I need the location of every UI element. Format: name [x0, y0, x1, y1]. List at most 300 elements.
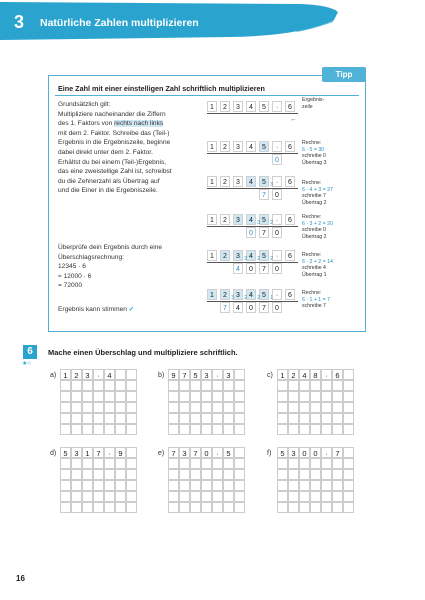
- grid-cell[interactable]: [190, 391, 201, 402]
- grid-cell[interactable]: [190, 491, 201, 502]
- chapter-title: Natürliche Zahlen multiplizieren: [40, 17, 199, 29]
- grid-cell[interactable]: [332, 458, 343, 469]
- grid-cell[interactable]: [168, 480, 179, 491]
- grid-cell[interactable]: [115, 413, 126, 424]
- grid-cell[interactable]: [126, 469, 137, 480]
- grid-cell[interactable]: [179, 458, 190, 469]
- grid-cell[interactable]: [343, 458, 354, 469]
- carry-digit: 3: [270, 182, 273, 188]
- grid-cell[interactable]: [190, 402, 201, 413]
- grid-cell[interactable]: [201, 491, 212, 502]
- note-line: Übertrag 3: [302, 159, 327, 166]
- grid-cell[interactable]: [212, 424, 223, 435]
- grid-cell[interactable]: [343, 391, 354, 402]
- grid-cell[interactable]: [104, 480, 115, 491]
- grid-cell[interactable]: [223, 413, 234, 424]
- paragraph-line: Multipliziere nacheinander die Ziffern: [58, 110, 166, 118]
- grid-cell[interactable]: [126, 380, 137, 391]
- note-line: schreibe 4: [302, 265, 326, 272]
- rule-paragraph: [58, 100, 172, 196]
- grid-cell[interactable]: [82, 402, 93, 413]
- paragraph-line: und die Einer in die Ergebniszeile.: [58, 187, 158, 195]
- grid-cell[interactable]: [332, 413, 343, 424]
- exercise-number: 6: [23, 345, 37, 359]
- grid-cell[interactable]: [277, 480, 288, 491]
- grid-cell[interactable]: [115, 380, 126, 391]
- grid-cell[interactable]: [277, 502, 288, 513]
- grid-cell[interactable]: [212, 402, 223, 413]
- grid-cell[interactable]: [60, 413, 71, 424]
- grid-cell[interactable]: [288, 391, 299, 402]
- grid-cell[interactable]: [299, 502, 310, 513]
- grid-cell[interactable]: [343, 480, 354, 491]
- grid-cell[interactable]: [299, 380, 310, 391]
- factor-digit: 6: [285, 250, 295, 261]
- grid-cell[interactable]: [310, 469, 321, 480]
- grid-cell[interactable]: [104, 502, 115, 513]
- grid-cell[interactable]: [168, 402, 179, 413]
- tip-badge: Tipp: [322, 67, 366, 82]
- grid-cell[interactable]: [343, 413, 354, 424]
- grid-cell[interactable]: [82, 380, 93, 391]
- answer-grid[interactable]: [168, 369, 245, 435]
- grid-cell[interactable]: [288, 402, 299, 413]
- carry-digit: 2: [257, 256, 260, 262]
- note-line: 6 · 2 + 2 = 14: [302, 258, 333, 265]
- grid-cell[interactable]: [234, 491, 245, 502]
- grid-cell[interactable]: [277, 391, 288, 402]
- note-line: Übertrag 2: [302, 233, 327, 240]
- grid-cell[interactable]: [321, 458, 332, 469]
- factor-digit: 2: [220, 214, 230, 225]
- grid-cell[interactable]: [126, 391, 137, 402]
- grid-cell[interactable]: [93, 469, 104, 480]
- grid-cell[interactable]: [321, 380, 332, 391]
- check-icon: ✓: [128, 306, 135, 313]
- result-digit: 0: [246, 227, 256, 238]
- grid-cell[interactable]: [71, 413, 82, 424]
- grid-cell[interactable]: [60, 491, 71, 502]
- grid-cell[interactable]: [126, 502, 137, 513]
- grid-cell[interactable]: [60, 469, 71, 480]
- grid-cell[interactable]: [168, 491, 179, 502]
- grid-cell[interactable]: [201, 402, 212, 413]
- result-digit: 0: [246, 263, 256, 274]
- chapter-number: 3: [14, 12, 25, 32]
- task-digit: ·: [321, 447, 332, 458]
- note-line: 6 · 4 + 3 = 27: [302, 186, 333, 193]
- grid-cell[interactable]: [179, 480, 190, 491]
- grid-cell[interactable]: [168, 391, 179, 402]
- grid-cell[interactable]: [299, 424, 310, 435]
- paragraph-line: Ergebnis in die Ergebniszeile, beginne: [58, 139, 171, 147]
- grid-cell[interactable]: [190, 480, 201, 491]
- factor-digit: 1: [207, 289, 217, 300]
- grid-cell[interactable]: [168, 469, 179, 480]
- grid-cell[interactable]: [234, 402, 245, 413]
- task-digit: ·: [212, 447, 223, 458]
- grid-cell[interactable]: [212, 380, 223, 391]
- step-note: [302, 97, 324, 110]
- grid-cell[interactable]: [104, 424, 115, 435]
- grid-cell[interactable]: [71, 491, 82, 502]
- grid-cell[interactable]: [299, 402, 310, 413]
- grid-cell[interactable]: [212, 480, 223, 491]
- note-line: schreibe 7: [302, 303, 326, 310]
- grid-cell[interactable]: [115, 402, 126, 413]
- grid-cell[interactable]: [223, 391, 234, 402]
- task-label: a): [50, 372, 57, 379]
- grid-cell[interactable]: [115, 458, 126, 469]
- grid-cell[interactable]: [234, 413, 245, 424]
- grid-cell[interactable]: [104, 402, 115, 413]
- note-line: 6 · 5 = 30: [302, 146, 325, 153]
- grid-cell[interactable]: [343, 380, 354, 391]
- grid-cell[interactable]: [82, 424, 93, 435]
- carry-digit: 1: [270, 295, 273, 301]
- grid-cell[interactable]: [310, 458, 321, 469]
- grid-cell[interactable]: [332, 391, 343, 402]
- grid-cell[interactable]: [168, 458, 179, 469]
- grid-cell[interactable]: [223, 469, 234, 480]
- grid-cell[interactable]: [321, 469, 332, 480]
- grid-cell[interactable]: [179, 413, 190, 424]
- grid-cell[interactable]: [299, 469, 310, 480]
- grid-cell[interactable]: [201, 424, 212, 435]
- grid-cell[interactable]: [223, 380, 234, 391]
- grid-cell[interactable]: [332, 424, 343, 435]
- grid-cell[interactable]: [190, 424, 201, 435]
- factor-digit: 2: [220, 101, 230, 112]
- grid-cell[interactable]: [277, 491, 288, 502]
- factor-digit: 4: [246, 141, 256, 152]
- answer-grid[interactable]: [277, 447, 354, 513]
- answer-grid[interactable]: [60, 369, 137, 435]
- grid-cell[interactable]: [168, 413, 179, 424]
- grid-cell[interactable]: [277, 402, 288, 413]
- grid-cell[interactable]: [288, 502, 299, 513]
- factor-digit: ·: [272, 176, 282, 187]
- task-digit: ·: [321, 369, 332, 380]
- grid-cell[interactable]: [343, 402, 354, 413]
- grid-cell[interactable]: [60, 480, 71, 491]
- grid-cell[interactable]: [223, 491, 234, 502]
- grid-cell[interactable]: [343, 424, 354, 435]
- result-digit: 0: [272, 302, 282, 313]
- grid-cell[interactable]: [115, 424, 126, 435]
- grid-cell[interactable]: [321, 402, 332, 413]
- grid-cell[interactable]: [60, 458, 71, 469]
- grid-cell[interactable]: [332, 380, 343, 391]
- grid-cell[interactable]: [299, 480, 310, 491]
- task-label: b): [158, 372, 165, 379]
- factor-digit: 4: [246, 289, 256, 300]
- grid-cell[interactable]: [115, 502, 126, 513]
- paragraph-line: dabei direkt unter dem 2. Faktor.: [58, 148, 153, 156]
- factor-digit: 1: [207, 250, 217, 261]
- grid-cell[interactable]: [93, 491, 104, 502]
- grid-cell[interactable]: [288, 469, 299, 480]
- grid-cell[interactable]: [310, 424, 321, 435]
- factor-digit: 5: [259, 101, 269, 112]
- task-label: c): [267, 372, 273, 379]
- factor-digit: 6: [285, 214, 295, 225]
- grid-cell[interactable]: [201, 391, 212, 402]
- grid-cell[interactable]: [223, 480, 234, 491]
- note-line: Rechne:: [302, 290, 322, 296]
- task-digit: 0: [299, 447, 310, 458]
- factor-digit: ·: [272, 101, 282, 112]
- grid-cell[interactable]: [190, 458, 201, 469]
- grid-cell[interactable]: [212, 458, 223, 469]
- grid-cell[interactable]: [93, 402, 104, 413]
- grid-cell[interactable]: [223, 458, 234, 469]
- grid-cell[interactable]: [82, 480, 93, 491]
- grid-cell[interactable]: [179, 402, 190, 413]
- tip-box-title: Eine Zahl mit einer einstelligen Zahl schriftlich multiplizieren: [58, 84, 265, 93]
- task-digit: 8: [310, 369, 321, 380]
- grid-cell[interactable]: [93, 424, 104, 435]
- grid-cell[interactable]: [60, 391, 71, 402]
- difficulty-stars-icon: ★☆: [22, 361, 31, 367]
- grid-cell[interactable]: [343, 469, 354, 480]
- grid-cell[interactable]: [104, 413, 115, 424]
- grid-cell[interactable]: [104, 491, 115, 502]
- result-digit: 0: [272, 227, 282, 238]
- grid-cell[interactable]: [126, 402, 137, 413]
- grid-cell[interactable]: [179, 380, 190, 391]
- grid-cell[interactable]: [299, 458, 310, 469]
- grid-cell[interactable]: [115, 391, 126, 402]
- grid-cell[interactable]: [179, 424, 190, 435]
- grid-cell[interactable]: [234, 380, 245, 391]
- result-digit: 0: [272, 154, 282, 165]
- grid-cell[interactable]: [277, 469, 288, 480]
- grid-cell[interactable]: [310, 402, 321, 413]
- grid-cell[interactable]: [82, 491, 93, 502]
- grid-cell[interactable]: [321, 502, 332, 513]
- paragraph-line: 12345 · 6: [58, 263, 86, 271]
- grid-cell[interactable]: [234, 480, 245, 491]
- grid-cell: [126, 369, 137, 380]
- step-note: [302, 252, 333, 278]
- grid-cell[interactable]: [277, 380, 288, 391]
- grid-cell[interactable]: [321, 413, 332, 424]
- grid-cell[interactable]: [299, 413, 310, 424]
- grid-cell[interactable]: [60, 502, 71, 513]
- task-digit: 2: [288, 369, 299, 380]
- note-line: schreibe 0: [302, 227, 326, 234]
- factor-digit: 6: [285, 101, 295, 112]
- task-digit: 3: [71, 447, 82, 458]
- chapter-banner: [0, 0, 425, 44]
- grid-cell[interactable]: [115, 491, 126, 502]
- grid-cell[interactable]: [168, 424, 179, 435]
- grid-cell[interactable]: [60, 402, 71, 413]
- note-line: Rechne:: [302, 140, 322, 146]
- grid-cell[interactable]: [212, 502, 223, 513]
- note-line: 6 · 1 + 1 = 7: [302, 296, 330, 303]
- grid-cell[interactable]: [71, 380, 82, 391]
- grid-cell[interactable]: [93, 380, 104, 391]
- factor-digit: 4: [246, 101, 256, 112]
- grid-cell[interactable]: [71, 502, 82, 513]
- grid-cell[interactable]: [212, 491, 223, 502]
- result-digit: 7: [259, 263, 269, 274]
- grid-cell[interactable]: [201, 458, 212, 469]
- task-digit: 1: [277, 369, 288, 380]
- grid-cell[interactable]: [277, 458, 288, 469]
- grid-cell[interactable]: [277, 424, 288, 435]
- grid-cell[interactable]: [71, 458, 82, 469]
- grid-cell[interactable]: [332, 469, 343, 480]
- factor-digit: 5: [259, 141, 269, 152]
- grid-cell[interactable]: [223, 402, 234, 413]
- grid-cell[interactable]: [126, 424, 137, 435]
- paragraph-line: Erhältst du bei einem (Teil-)Ergebnis,: [58, 158, 167, 166]
- grid-cell[interactable]: [343, 491, 354, 502]
- grid-cell[interactable]: [104, 469, 115, 480]
- grid-cell[interactable]: [332, 402, 343, 413]
- grid-cell[interactable]: [310, 502, 321, 513]
- grid-cell[interactable]: [310, 380, 321, 391]
- grid-cell[interactable]: [234, 424, 245, 435]
- paragraph-line: das eine zweistellige Zahl ist, schreibst: [58, 168, 172, 176]
- note-line: Rechne:: [302, 214, 322, 220]
- task-digit: 6: [332, 369, 343, 380]
- grid-cell[interactable]: [332, 491, 343, 502]
- grid-cell[interactable]: [288, 458, 299, 469]
- grid-cell[interactable]: [115, 480, 126, 491]
- grid-cell[interactable]: [190, 380, 201, 391]
- grid-cell[interactable]: [60, 424, 71, 435]
- result-underline: [207, 188, 298, 189]
- paragraph-line: ≈ 12000 · 6: [58, 272, 92, 280]
- grid-cell[interactable]: [168, 502, 179, 513]
- grid-cell[interactable]: [201, 380, 212, 391]
- grid-cell[interactable]: [223, 502, 234, 513]
- task-digit: 7: [179, 369, 190, 380]
- grid-cell[interactable]: [93, 458, 104, 469]
- note-line: Übertrag 1: [302, 271, 327, 278]
- grid-cell[interactable]: [190, 502, 201, 513]
- grid-cell[interactable]: [310, 391, 321, 402]
- grid-cell[interactable]: [212, 391, 223, 402]
- grid-cell[interactable]: [168, 380, 179, 391]
- grid-cell[interactable]: [71, 424, 82, 435]
- grid-cell[interactable]: [332, 502, 343, 513]
- grid-cell[interactable]: [234, 458, 245, 469]
- grid-cell[interactable]: [201, 502, 212, 513]
- answer-grid[interactable]: [168, 447, 245, 513]
- grid-cell[interactable]: [288, 413, 299, 424]
- grid-cell[interactable]: [82, 469, 93, 480]
- factor-digit: 5: [259, 250, 269, 261]
- conclusion-text: Ergebnis kann stimmen: [58, 306, 127, 313]
- answer-grid[interactable]: [60, 447, 137, 513]
- grid-cell[interactable]: [343, 502, 354, 513]
- grid-cell[interactable]: [321, 480, 332, 491]
- grid-cell[interactable]: [82, 413, 93, 424]
- grid-cell[interactable]: [201, 469, 212, 480]
- grid-cell[interactable]: [310, 480, 321, 491]
- grid-cell[interactable]: [126, 458, 137, 469]
- grid-cell[interactable]: [234, 469, 245, 480]
- grid-cell[interactable]: [126, 480, 137, 491]
- grid-cell[interactable]: [201, 413, 212, 424]
- grid-cell[interactable]: [71, 402, 82, 413]
- grid-cell[interactable]: [321, 424, 332, 435]
- grid-cell[interactable]: [212, 469, 223, 480]
- grid-cell[interactable]: [82, 458, 93, 469]
- answer-grid[interactable]: [277, 369, 354, 435]
- estimate-paragraph: [58, 243, 162, 291]
- grid-cell[interactable]: [71, 391, 82, 402]
- note-line: schreibe 0: [302, 153, 326, 160]
- grid-cell[interactable]: [179, 502, 190, 513]
- grid-cell[interactable]: [201, 480, 212, 491]
- grid-cell[interactable]: [212, 413, 223, 424]
- carry-digit: 2: [270, 220, 273, 226]
- grid-cell[interactable]: [299, 491, 310, 502]
- grid-cell[interactable]: [190, 413, 201, 424]
- grid-cell[interactable]: [321, 391, 332, 402]
- grid-cell[interactable]: [310, 491, 321, 502]
- grid-cell[interactable]: [332, 480, 343, 491]
- grid-cell[interactable]: [190, 469, 201, 480]
- grid-cell[interactable]: [288, 491, 299, 502]
- grid-cell[interactable]: [93, 480, 104, 491]
- task-digit: 4: [299, 369, 310, 380]
- grid-cell[interactable]: [288, 480, 299, 491]
- grid-cell[interactable]: [71, 480, 82, 491]
- task-digit: 3: [179, 447, 190, 458]
- grid-cell[interactable]: [321, 491, 332, 502]
- grid-cell[interactable]: [82, 391, 93, 402]
- grid-cell[interactable]: [93, 413, 104, 424]
- result-underline: [207, 301, 298, 302]
- grid-cell[interactable]: [179, 491, 190, 502]
- grid-cell[interactable]: [60, 380, 71, 391]
- grid-cell[interactable]: [93, 391, 104, 402]
- note-line: schreibe 7: [302, 193, 326, 200]
- grid-cell[interactable]: [223, 424, 234, 435]
- grid-cell[interactable]: [310, 413, 321, 424]
- grid-cell[interactable]: [288, 424, 299, 435]
- grid-cell[interactable]: [104, 391, 115, 402]
- grid-cell[interactable]: [234, 391, 245, 402]
- task-digit: 5: [190, 369, 201, 380]
- grid-cell[interactable]: [104, 380, 115, 391]
- grid-cell[interactable]: [93, 502, 104, 513]
- grid-cell[interactable]: [104, 458, 115, 469]
- grid-cell[interactable]: [115, 469, 126, 480]
- grid-cell[interactable]: [234, 502, 245, 513]
- result-underline: [207, 226, 298, 227]
- task-digit: 4: [104, 369, 115, 380]
- grid-cell[interactable]: [82, 502, 93, 513]
- grid-cell[interactable]: [71, 469, 82, 480]
- grid-cell[interactable]: [288, 380, 299, 391]
- paragraph-line: des 1. Faktors von rechts nach links: [58, 120, 164, 128]
- grid-cell[interactable]: [126, 491, 137, 502]
- grid-cell[interactable]: [179, 391, 190, 402]
- grid-cell[interactable]: [179, 469, 190, 480]
- factor-digit: 6: [285, 141, 295, 152]
- grid-cell[interactable]: [299, 391, 310, 402]
- grid-cell[interactable]: [126, 413, 137, 424]
- grid-cell[interactable]: [277, 413, 288, 424]
